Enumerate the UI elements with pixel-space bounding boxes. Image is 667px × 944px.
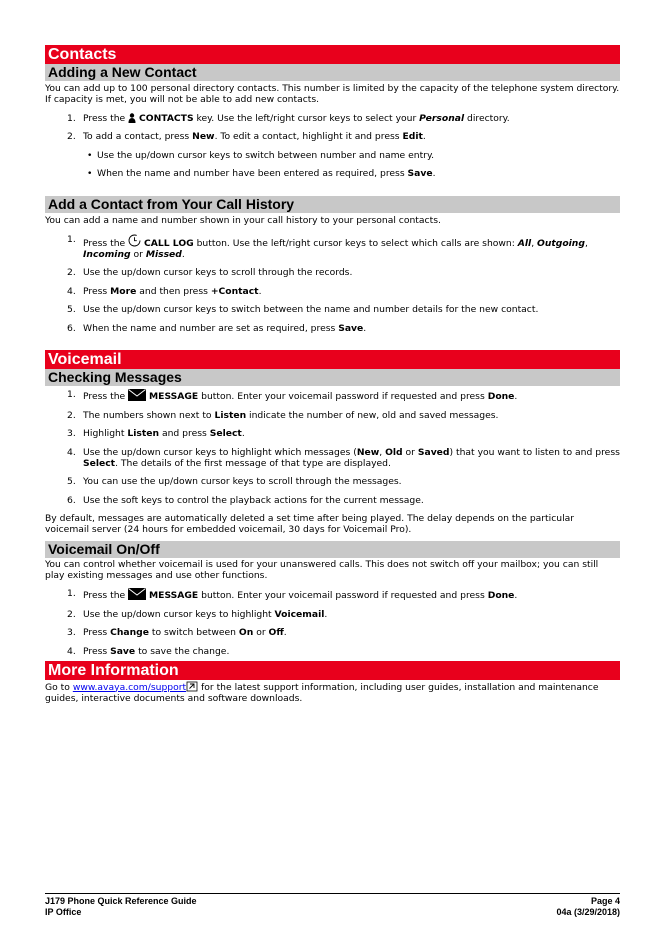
list-item: 1. Press the MESSAGE button. Enter your voicemail password if requested and press Done. (67, 389, 518, 402)
section-title-voicemail: Voicemail (45, 350, 620, 369)
adding-intro: You can add up to 100 personal directory contacts. This number is limited by the capacity of the telephone system directory. If capacity is met, you will not be able to add new contacts. (45, 83, 620, 105)
external-link-icon (186, 681, 198, 692)
list-item: 6. Use the soft keys to control the playback actions for the current message. (67, 494, 424, 506)
footer-guide-title: J179 Phone Quick Reference Guide (45, 896, 197, 906)
onoff-steps (45, 588, 620, 657)
support-link[interactable]: www.avaya.com/support (72, 681, 187, 693)
list-item: • Use the up/down cursor keys to switch between number and name entry. (45, 150, 620, 161)
page-footer (45, 893, 620, 918)
person-icon (128, 113, 136, 123)
list-item: 4. Press Save to save the change. (67, 645, 230, 657)
list-item: 4. Use the up/down cursor keys to highlight which messages (New, Old or Saved) that you want to listen to and press Select. The details of the first message of that type are displayed. (67, 446, 620, 469)
subsection-voicemail-onoff: Voicemail On/Off (45, 541, 620, 558)
checking-note: By default, messages are automatically deleted a set time after being played. The delay depends on the particular voicemail server (24 hours for embedded voicemail, 30 days for Voicemail Pro). (45, 512, 575, 535)
footer-page-number: Page 4 (590, 896, 620, 906)
section-title-more-info: More Information (45, 661, 620, 680)
list-item: 2. To add a contact, press New. To edit a contact, highlight it and press Edit. (67, 131, 426, 142)
page-content (45, 45, 620, 704)
history-intro: You can add a name and number shown in your call history to your personal contacts. (45, 215, 441, 226)
clock-icon (128, 234, 141, 247)
list-item: 5. You can use the up/down cursor keys to scroll through the messages. (67, 476, 402, 487)
onoff-intro: You can control whether voicemail is used for your unanswered calls. This does not switch off your mailbox; you can still play existing messages and use other functions. (45, 558, 599, 581)
list-item: 3. Highlight Listen and press Select. (67, 428, 245, 439)
footer-version: 04a (3/29/2018) (556, 907, 620, 917)
list-item: 2. Use the up/down cursor keys to scroll through the records. (67, 267, 353, 278)
list-item: 5. Use the up/down cursor keys to switch between the name and number details for the new contact. (67, 304, 539, 315)
subsection-checking-messages: Checking Messages (45, 369, 620, 386)
checking-steps (45, 389, 620, 506)
list-item: 1. Press the MESSAGE button. Enter your voicemail password if requested and press Done. (67, 588, 518, 601)
adding-steps (45, 113, 620, 143)
section-title-contacts: Contacts (45, 45, 620, 64)
envelope-icon (128, 588, 146, 600)
list-item: 4. Press More and then press +Contact. (67, 285, 262, 297)
list-item: • When the name and number have been entered as required, press Save. (45, 168, 620, 179)
footer-product: IP Office (45, 907, 82, 917)
list-item: 2. The numbers shown next to Listen indicate the number of new, old and saved messages. (67, 409, 499, 421)
subsection-call-history: Add a Contact from Your Call History (45, 196, 620, 213)
list-item: 2. Use the up/down cursor keys to highlight Voicemail. (67, 608, 328, 620)
subsection-adding-contact: Adding a New Contact (45, 64, 620, 81)
list-item: 1. Press the CONTACTS key. Use the left/right cursor keys to select your Personal directory. (67, 112, 510, 124)
history-steps (45, 234, 620, 334)
list-item: 1. Press the CALL LOG button. Use the left/right cursor keys to select which calls are shown: All, Outgoing, Incoming or Missed. (67, 233, 588, 260)
envelope-icon (128, 389, 146, 401)
list-item: 6. When the name and number are set as required, press Save. (67, 322, 367, 334)
adding-bullets (45, 150, 620, 180)
more-info-text: Go to www.avaya.com/support for the latest support information, including user guides, installation and maintenance guides, interactive documents and software downloads. (45, 681, 599, 704)
list-item: 3. Press Change to switch between On or Off. (67, 627, 287, 638)
